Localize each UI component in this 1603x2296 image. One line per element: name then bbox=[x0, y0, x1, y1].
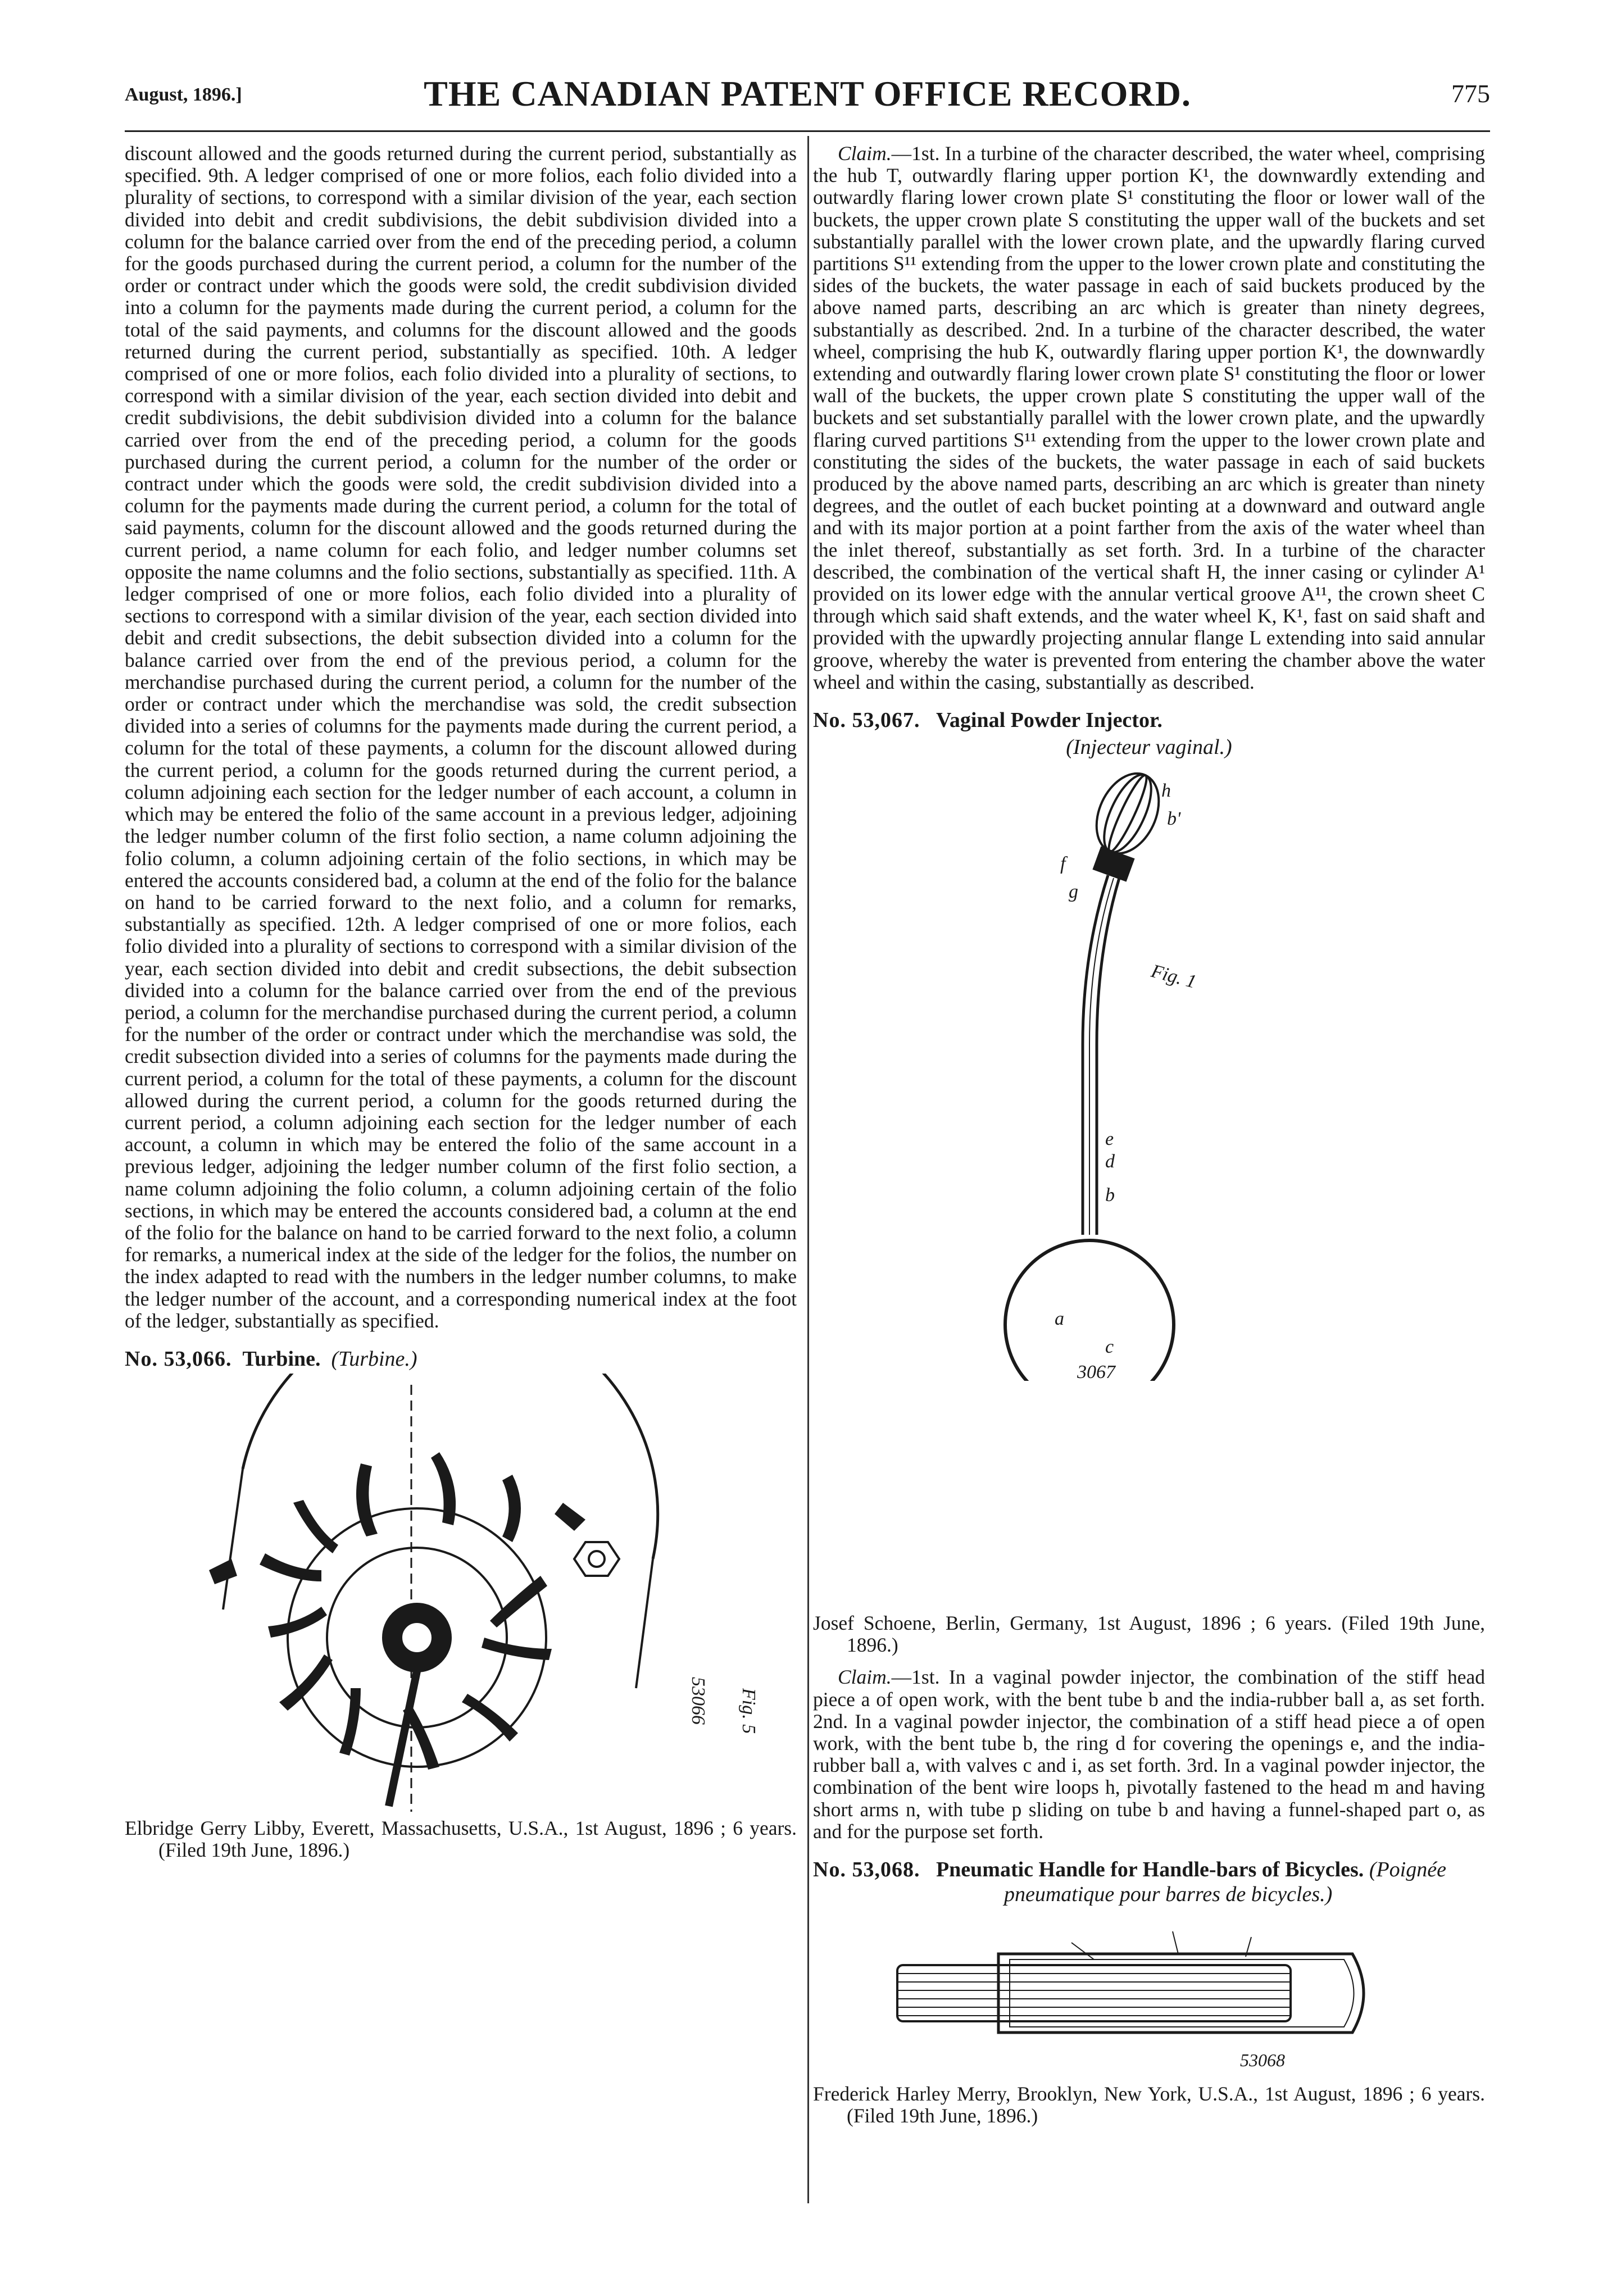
injector-drawing bbox=[813, 763, 1485, 1381]
claim-lead: Claim. bbox=[838, 142, 892, 165]
patent-french-title: (Turbine.) bbox=[331, 1347, 417, 1371]
left-column bbox=[125, 143, 797, 1861]
right-column bbox=[813, 143, 1485, 1381]
patent-number: No. 53,068. bbox=[813, 1858, 920, 1882]
label-f: f bbox=[1060, 853, 1066, 875]
figure-label-fig1: Fig. 1 bbox=[1148, 961, 1198, 993]
label-g: g bbox=[1069, 881, 1078, 903]
patent-53066-caption: Elbridge Gerry Libby, Everett, Massachusetts, U.S.A., 1st August, 1896 ; 6 years. (Filed 19th June, 1896.) bbox=[125, 1816, 797, 1862]
turbine-claims bbox=[813, 143, 1485, 693]
label-a: a bbox=[1055, 1308, 1064, 1330]
injector-figure bbox=[813, 763, 1485, 1381]
claim-text: —1st. In a vaginal powder injector, the combination of the stiff head piece a of open work, with the bent tube b and the india-rubber ball a, as set forth. 2nd. In a vaginal powder injector, the combination of a stiff head piece a of open work, with the bent tube b, the ring d for covering the openings e, and the india-rubber ball a, with valves c and i, as set forth. 3rd. In a vaginal powder injector, the combination of the bent wire loops h, pivotally fastened to the head m and having short arms n, with tube p sliding on tube b and having a funnel-shaped part o, as and for the purpose set forth. bbox=[813, 1666, 1485, 1843]
handle-drawing bbox=[813, 1909, 1485, 2077]
patent-53067-caption: Josef Schoene, Berlin, Germany, 1st August, 1896 ; 6 years. (Filed 19th June, 1896.) bbox=[813, 1612, 1485, 1657]
turbine-figure bbox=[125, 1374, 797, 1812]
page-header bbox=[125, 72, 1490, 117]
page-number: 775 bbox=[1451, 79, 1490, 108]
right-column-lower bbox=[813, 1612, 1485, 2127]
figure-label-fig5: Fig. 5 bbox=[738, 1688, 759, 1734]
patent-53066-heading bbox=[125, 1347, 797, 1371]
claim-text: —1st. In a turbine of the character described, the water wheel, comprising the hub T, outwardly flaring upper portion K¹, the downwardly extending and outwardly flaring lower crown plate S¹ constituting the floor or lower wall of the buckets, the upper crown plate S constituting the upper wall of the buckets and set substantially parallel with the lower crown plate, and the upwardly flaring curved partitions S¹¹ extending from the upper to the lower crown plate and constituting the sides of the buckets, the water passage in each of said buckets produced by the above named parts, describing an arc which is greater than ninety degrees, substantially as described. 2nd. In a turbine of the character described, the water wheel, comprising the hub K, outwardly flaring upper portion K¹, the downwardly extending and outwardly flaring lower crown plate S¹ constituting the floor or lower wall of the buckets, the upper crown plate S constituting the upper wall of the buckets and set substantially parallel with the lower crown plate, and the upwardly flaring curved partitions S¹¹ extending from the upper to the lower crown plate and constituting the sides of the buckets, the water passage in each of said buckets produced by the above named parts, describing an arc which is greater than ninety degrees, and the outlet of each bucket pointing at a downward and outward angle and with its major portion at a point farther from the axis of the water wheel than the inlet thereof, substantially as set forth. 3rd. In a turbine of the character described, the combination of the vertical shaft H, the inner casing or cylinder A¹ provided on its lower edge with the annular vertical groove A¹¹, the crown sheet C through which said shaft extends, and the water wheel K, K¹, fast on said shaft and provided with the upwardly projecting annular flange L extending into said annular groove, whereby the water is prevented from entering the chamber above the water wheel and within the casing, substantially as described. bbox=[813, 142, 1485, 693]
label-b: b bbox=[1105, 1185, 1115, 1206]
label-e: e bbox=[1105, 1129, 1114, 1150]
turbine-drawing bbox=[125, 1374, 797, 1812]
patent-number: No. 53,066. bbox=[125, 1347, 232, 1371]
column-divider bbox=[807, 136, 809, 2203]
label-c: c bbox=[1105, 1336, 1114, 1358]
patent-title: Pneumatic Handle for Handle-bars of Bicycles. bbox=[936, 1858, 1364, 1882]
patent-french-title: (Injecteur vaginal.) bbox=[1066, 735, 1232, 760]
claim-lead: Claim. bbox=[838, 1666, 892, 1689]
label-b-prime: b' bbox=[1167, 808, 1181, 830]
patent-53068-caption: Frederick Harley Merry, Brooklyn, New York, U.S.A., 1st August, 1896 ; 6 years. (Filed 19th June, 1896.) bbox=[813, 2083, 1485, 2127]
patent-53068-heading bbox=[813, 1857, 1485, 1907]
patent-french-title: (Poignée pneumatique pour barres de bicycles.) bbox=[1004, 1858, 1446, 1907]
figure-number-3067: 3067 bbox=[1077, 1362, 1115, 1381]
patent-53067-claims bbox=[813, 1666, 1485, 1843]
patent-53067-heading bbox=[813, 708, 1485, 733]
figure-number-53066: 53066 bbox=[688, 1676, 709, 1725]
label-d: d bbox=[1105, 1151, 1115, 1172]
handle-figure bbox=[813, 1909, 1485, 2077]
patent-title: Vaginal Powder Injector. bbox=[936, 708, 1162, 733]
header-date: August, 1896.] bbox=[125, 84, 242, 105]
publication-title: THE CANADIAN PATENT OFFICE RECORD. bbox=[424, 74, 1191, 113]
ledger-claims-continuation: discount allowed and the goods returned during the current period, substantially as specified. 9th. A ledger comprised of one or more folios, each folio divided into a plurality of sections, to correspond with a similar division of the year, each section divided into debit and credit subdivisions, the debit subdivision divided into a column for the balance carried over from the end of the preceding period, a column for the goods purchased during the current period, a column for the number of the order or contract under which the goods were sold, the credit subdivision divided into a column for the payments made during the current period, a column for the total of the said payments, and columns for the discount allowed and the goods returned during the current period, substantially as specified. 10th. A ledger comprised of one or more folios, each folio divided into a plurality of sections, to correspond with a similar division of the year, each section divided into debit and credit subdivisions, the debit subdivision divided into a column for the balance carried over from the end of the preceding period, a column for the goods purchased during the current period, a column for the number of the order or contract under which the goods were sold, the credit subdivision divided into a column for the payments made during the current period, a column for the total of said payments, column for the discount allowed and the goods returned during the current period, a name column for each folio, and ledger number columns set opposite the name columns and the folio sections, substantially as specified. 11th. A ledger comprised of one or more folios, each folio divided into a plurality of sections to correspond with a similar division of the year, each section divided into debit and credit subsections, the debit subsection divided into a column for the balance carried over from the end of the previous period, a column for the merchandise purchased during the current period, a column for the number of the order or contract under which the merchandise was sold, the credit subsection divided into a series of columns for the payments made during the current period, a column for the total of these payments, a column for the discount allowed during the current period, a column for the goods returned during the current period, a column adjoining each section for the ledger number of each account, a column in which may be entered the folio of the same account in a previous ledger, adjoining the ledger number column of the first folio section, a name column adjoining the folio column, a column adjoining certain of the folio sections, in which may be entered the accounts considered bad, a column at the end of the folio for the balance on hand to be carried forward to the next folio, and a column for remarks, substantially as specified. 12th. A ledger comprised of one or more folios, each folio divided into a plurality of sections to correspond with a similar division of the year, each section divided into debit and credit subsections, the debit subsection divided into a column for the balance carried over from the end of the previous period, a column for the merchandise purchased during the current period, a column for the number of the order or contract under which the merchandise was sold, the credit subsection divided into a series of columns for the payments made during the current period, a column for the total of these payments, a column for the discount allowed during the current period, a column for the goods returned during the current period, a column adjoining each section for the ledger number of each account, a column in which may be entered the folio of the same account in a previous ledger, adjoining the ledger number column of the first folio section, a name column adjoining the folio column, a column adjoining certain of the folio sections, in which may be entered the accounts considered bad, a column at the end of the folio for the balance on hand to be carried forward to the next folio, a column for remarks, a numerical index at the side of the ledger for the folios, the number on the index adapted to read with the numbers in the ledger number columns, to make the ledger number of the account, and a corresponding numerical index at the foot of the ledger, substantially as specified. bbox=[125, 142, 797, 1332]
patent-number: No. 53,067. bbox=[813, 708, 920, 733]
header-rule bbox=[125, 130, 1490, 132]
patent-title: Turbine. bbox=[242, 1347, 321, 1371]
label-h: h bbox=[1161, 780, 1171, 802]
figure-number-53068: 53068 bbox=[1240, 2050, 1285, 2071]
